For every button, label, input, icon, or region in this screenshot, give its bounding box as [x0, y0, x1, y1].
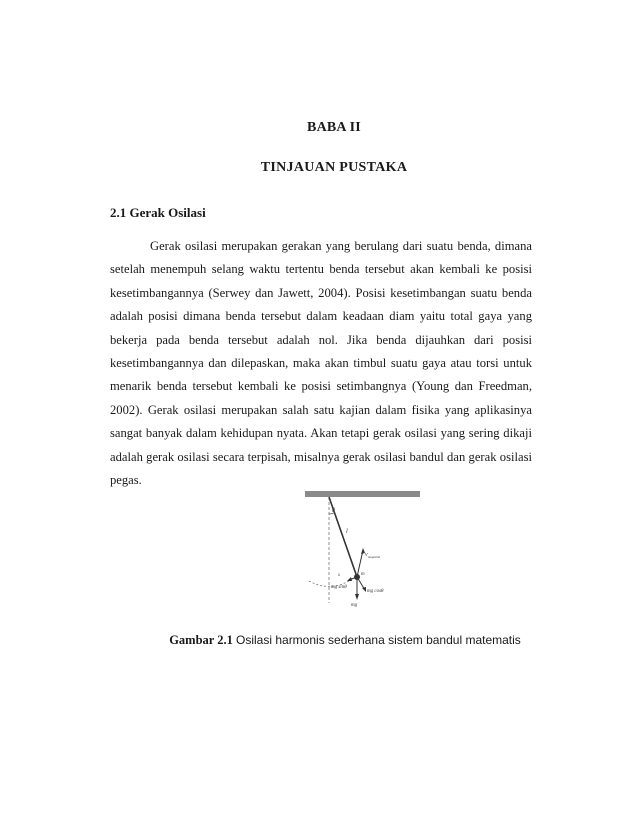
figure-caption [0, 633, 638, 648]
caption-text: Osilasi harmonis sederhana sistem bandul matematis [236, 633, 521, 647]
caption-label: Gambar 2.1 [169, 633, 233, 647]
mass-label: m [361, 572, 365, 577]
section-heading: 2.1 Gerak Osilasi [110, 205, 206, 220]
ceiling-bar [305, 491, 420, 497]
velocity-sub-label: tangential [368, 555, 381, 559]
weight-arrowhead [355, 594, 359, 600]
length-label: l [346, 529, 348, 535]
sin-component-arrowhead [347, 577, 352, 581]
theta-label: θ [332, 508, 335, 514]
pendulum-diagram [305, 488, 435, 610]
chapter-heading: BABA II [307, 120, 361, 135]
arc-label: s [338, 573, 340, 578]
cos-component-label: mg cosθ [367, 589, 384, 594]
chapter-title: TINJAUAN PUSTAKA [260, 160, 408, 175]
weight-label: mg [351, 603, 358, 608]
body-paragraph: Gerak osilasi merupakan gerakan yang berulang dari suatu benda, dimana setelah menempuh selang waktu tertentu benda tersebut akan kembali ke posisi kesetimbangannya (Serwey dan Jawett, 2004). Posisi kesetimbangan suatu benda adalah posisi dimana benda tersebut dalam keadaan diam yaitu total gaya yang bekerja pada benda tersebut adalah nol. Jika benda dijauhkan dari posisi kesetimbangannya dan dilepaskan, maka akan timbul suatu gaya atau torsi untuk menarik benda tersebut kembali ke posisi setimbangnya (Young dan Freedman, 2002). Gerak osilasi merupakan salah satu kajian dalam fisika yang aplikasinya sangat banyak dalam kehidupan nyata. Akan tetapi gerak osilasi yang sering dikaji adalah gerak osilasi secara terpisah, misalnya gerak osilasi bandul dan gerak osilasi pegas. [110, 239, 532, 488]
pendulum-figure [305, 488, 435, 610]
sin-component-label: mg sinθ [331, 585, 347, 590]
cos-component-arrowhead [362, 587, 366, 592]
velocity-label: v [365, 552, 368, 558]
